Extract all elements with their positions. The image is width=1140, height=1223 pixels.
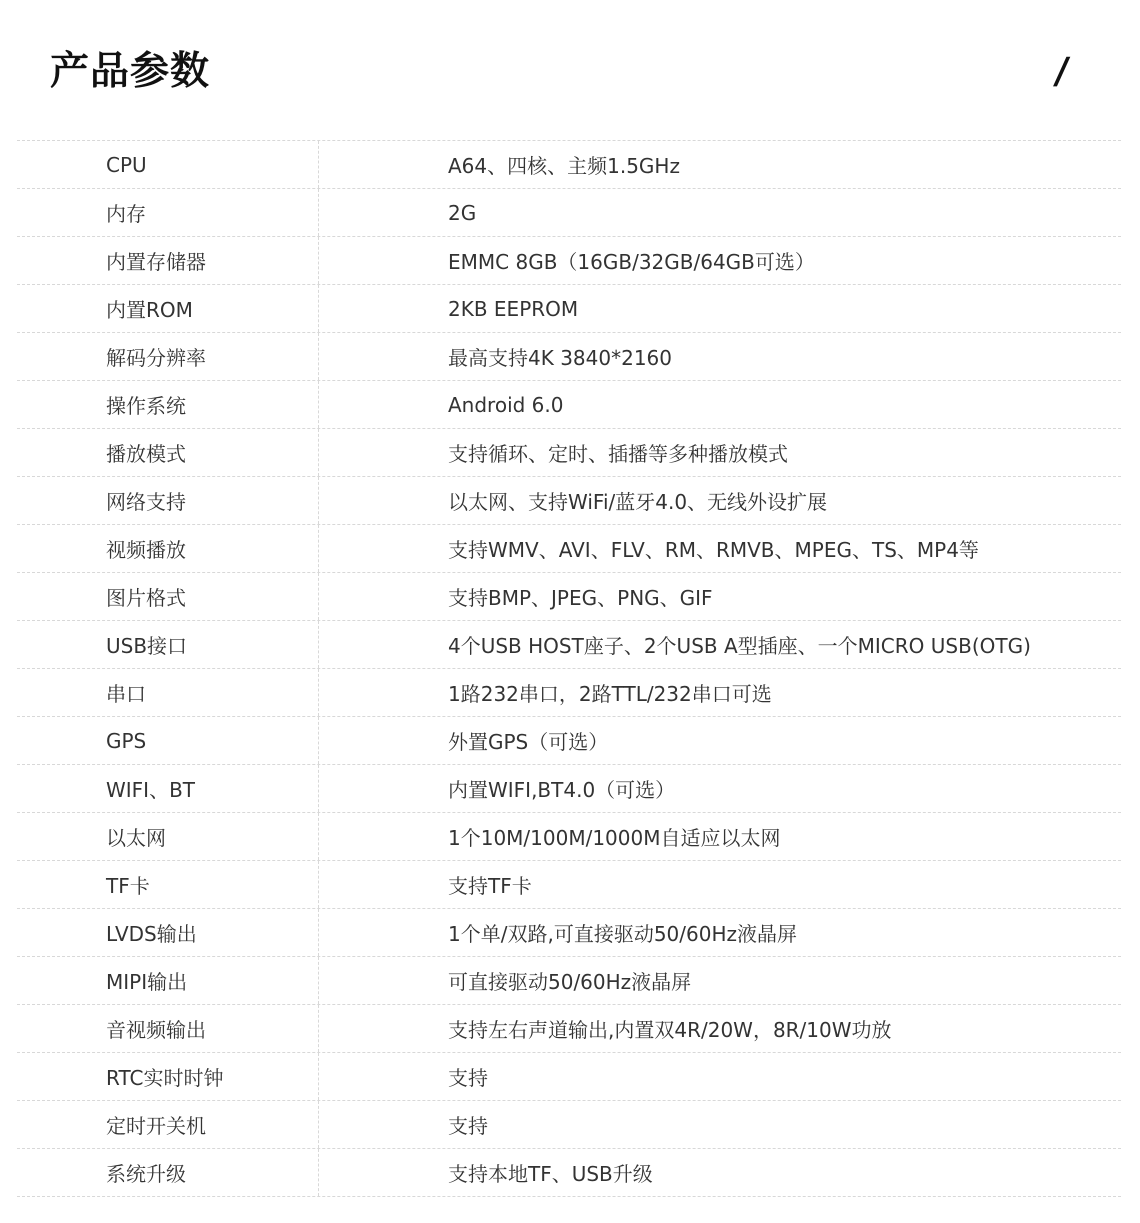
spec-value: 支持BMP、JPEG、PNG、GIF bbox=[448, 586, 713, 610]
spec-row-lvds bbox=[17, 909, 1121, 957]
spec-label: 视频播放 bbox=[17, 525, 319, 572]
spec-row-storage bbox=[17, 237, 1121, 285]
spec-label: 内置ROM bbox=[17, 285, 319, 332]
spec-label: 音视频输出 bbox=[17, 1005, 319, 1052]
spec-row-network bbox=[17, 477, 1121, 525]
spec-value: EMMC 8GB（16GB/32GB/64GB可选） bbox=[448, 250, 815, 274]
page-title: 产品参数 bbox=[50, 49, 211, 94]
spec-value: 内置WIFI,BT4.0（可选） bbox=[448, 778, 676, 802]
spec-value: 支持 bbox=[448, 1066, 488, 1090]
spec-label: 播放模式 bbox=[17, 429, 319, 476]
spec-value: 支持TF卡 bbox=[448, 874, 532, 898]
spec-row-rom bbox=[17, 285, 1121, 333]
spec-label: 操作系统 bbox=[17, 381, 319, 428]
spec-row-av-output bbox=[17, 1005, 1121, 1053]
spec-value: 2KB EEPROM bbox=[448, 296, 579, 321]
spec-row-mipi bbox=[17, 957, 1121, 1005]
spec-value: 外置GPS（可选） bbox=[448, 730, 609, 754]
spec-label: 定时开关机 bbox=[17, 1101, 319, 1148]
spec-label: 网络支持 bbox=[17, 477, 319, 524]
spec-value: 1路232串口，2路TTL/232串口可选 bbox=[448, 682, 772, 706]
spec-label: 内置存储器 bbox=[17, 237, 319, 284]
spec-label: 解码分辨率 bbox=[17, 333, 319, 380]
spec-label: GPS bbox=[17, 717, 319, 764]
spec-value: 2G bbox=[448, 200, 477, 225]
spec-row-resolution bbox=[17, 333, 1121, 381]
spec-value: 可直接驱动50/60Hz液晶屏 bbox=[448, 970, 692, 994]
spec-row-play-mode bbox=[17, 429, 1121, 477]
spec-value: 1个单/双路,可直接驱动50/60Hz液晶屏 bbox=[448, 922, 797, 946]
spec-row-memory bbox=[17, 189, 1121, 237]
spec-row-timer-power bbox=[17, 1101, 1121, 1149]
spec-value: 支持WMV、AVI、FLV、RM、RMVB、MPEG、TS、MP4等 bbox=[448, 538, 979, 562]
spec-value: Android 6.0 bbox=[448, 392, 564, 417]
spec-value: 支持左右声道输出,内置双4R/20W，8R/10W功放 bbox=[448, 1018, 892, 1042]
spec-label: LVDS输出 bbox=[17, 909, 319, 956]
spec-row-tf-card bbox=[17, 861, 1121, 909]
spec-label: MIPI输出 bbox=[17, 957, 319, 1004]
spec-row-cpu bbox=[17, 141, 1121, 189]
spec-row-system-upgrade bbox=[17, 1149, 1121, 1197]
spec-label: TF卡 bbox=[17, 861, 319, 908]
spec-label: CPU bbox=[17, 141, 319, 188]
spec-label: 系统升级 bbox=[17, 1149, 319, 1196]
spec-row-wifi-bt bbox=[17, 765, 1121, 813]
spec-row-rtc bbox=[17, 1053, 1121, 1101]
spec-row-video bbox=[17, 525, 1121, 573]
spec-label: RTC实时时钟 bbox=[17, 1053, 319, 1100]
spec-value: 支持 bbox=[448, 1114, 488, 1138]
spec-value: 1个10M/100M/1000M自适应以太网 bbox=[448, 826, 781, 850]
title-slash: / bbox=[1052, 51, 1071, 92]
spec-table bbox=[17, 140, 1121, 1197]
spec-row-serial bbox=[17, 669, 1121, 717]
spec-label: WIFI、BT bbox=[17, 765, 319, 812]
spec-row-gps bbox=[17, 717, 1121, 765]
spec-row-usb bbox=[17, 621, 1121, 669]
spec-row-image-format bbox=[17, 573, 1121, 621]
spec-value: 支持循环、定时、插播等多种播放模式 bbox=[448, 442, 788, 466]
spec-value: 以太网、支持WiFi/蓝牙4.0、无线外设扩展 bbox=[448, 490, 828, 514]
spec-label: 串口 bbox=[17, 669, 319, 716]
spec-value: 4个USB HOST座子、2个USB A型插座、一个MICRO USB(OTG) bbox=[448, 634, 1031, 658]
spec-label: USB接口 bbox=[17, 621, 319, 668]
spec-row-ethernet bbox=[17, 813, 1121, 861]
page-header bbox=[50, 44, 1090, 104]
spec-label: 图片格式 bbox=[17, 573, 319, 620]
spec-label: 内存 bbox=[17, 189, 319, 236]
spec-label: 以太网 bbox=[17, 813, 319, 860]
spec-value: 最高支持4K 3840*2160 bbox=[448, 346, 672, 370]
spec-value: 支持本地TF、USB升级 bbox=[448, 1162, 653, 1186]
spec-value: A64、四核、主频1.5GHz bbox=[448, 154, 680, 178]
spec-row-os bbox=[17, 381, 1121, 429]
